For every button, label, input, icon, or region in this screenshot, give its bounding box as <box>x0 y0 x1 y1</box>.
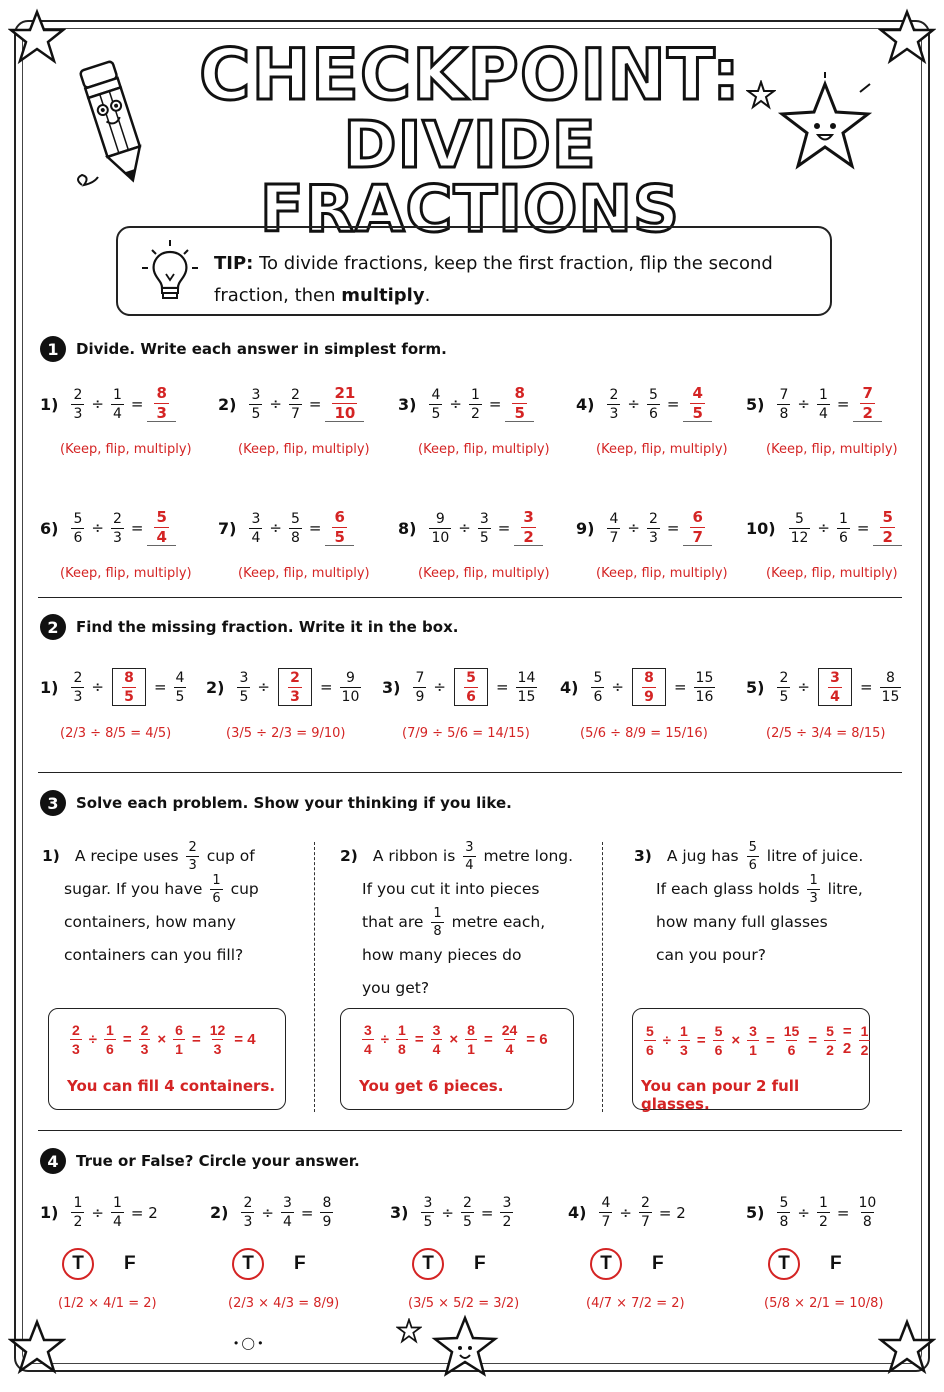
answer-box[interactable]: 8 9 <box>632 668 666 706</box>
divider <box>38 1130 902 1131</box>
hint-note: (Keep, flip, multiply) <box>60 442 192 457</box>
divider <box>38 772 902 773</box>
tip-box <box>116 226 832 316</box>
answer-box-2: $\frac{3}{4}$ ÷ $\frac{1}{8}$ = $\frac{3}{4}$ × $\frac{8}{1}$ = $\frac{24}{4}$ = 6 You get 6 pieces. <box>340 1008 574 1110</box>
divide-problem: 5) $\frac{7}{8}$ ÷ $\frac{1}{4}$ = $\frac{7}{2}$ <box>746 386 882 422</box>
divide-problem: 6) $\frac{5}{6}$ ÷ $\frac{2}{3}$ = $\frac{5}{4}$ <box>40 510 176 546</box>
divide-problem: 7) $\frac{3}{4}$ ÷ $\frac{5}{8}$ = $\frac{6}{5}$ <box>218 510 354 546</box>
section-4-heading: 4 True or False? Circle your answer. <box>40 1148 360 1174</box>
divide-problem: 10) $\frac{5}{12}$ ÷ $\frac{1}{6}$ = $\frac{5}{2}$ <box>746 510 902 546</box>
false-option[interactable]: F <box>474 1253 486 1274</box>
hint-note: (Keep, flip, multiply) <box>766 566 898 581</box>
check-note: (5/6 ÷ 8/9 = 15/16) <box>580 726 708 741</box>
true-false-problem: 4) $\frac{4}{7}$ ÷ $\frac{2}{7}$ = 2 <box>568 1195 686 1230</box>
true-option-circled[interactable]: T <box>768 1248 800 1280</box>
divide-problem: 4) $\frac{2}{3}$ ÷ $\frac{5}{6}$ = $\frac{4}{5}$ <box>576 386 712 422</box>
hint-note: (Keep, flip, multiply) <box>596 442 728 457</box>
check-note: (2/3 ÷ 8/5 = 4/5) <box>60 726 172 741</box>
true-false-choice <box>768 1248 842 1280</box>
section-3-heading: 3 Solve each problem. Show your thinking if you like. <box>40 790 512 816</box>
word-problem-3: 3) A jug has $\frac{5}{6}$ litre of juice. If each glass holds $\frac{1}{3}$ litre, how many full glasses can you pour? <box>634 840 864 964</box>
hint-note: (Keep, flip, multiply) <box>418 442 550 457</box>
false-option[interactable]: F <box>830 1253 842 1274</box>
divide-problem: 8) $\frac{9}{10}$ ÷ $\frac{3}{5}$ = $\frac{3}{2}$ <box>398 510 543 546</box>
true-false-choice <box>232 1248 306 1280</box>
true-false-problem: 3) $\frac{3}{5}$ ÷ $\frac{2}{5}$ = $\frac{3}{2}$ <box>390 1195 512 1230</box>
smiling-star-icon <box>420 1312 510 1382</box>
true-option-circled[interactable]: T <box>232 1248 264 1280</box>
true-false-choice <box>590 1248 664 1280</box>
hint-note: (Keep, flip, multiply) <box>418 566 550 581</box>
dashed-divider <box>314 842 315 1112</box>
star-icon <box>396 1318 422 1344</box>
answer-box[interactable]: 8 5 <box>112 668 146 706</box>
check-note: (3/5 ÷ 2/3 = 9/10) <box>226 726 346 741</box>
true-false-problem: 1) $\frac{1}{2}$ ÷ $\frac{1}{4}$ = 2 <box>40 1195 158 1230</box>
check-note: (5/8 × 2/1 = 10/8) <box>764 1296 884 1311</box>
tip-text: TIP: To divide fractions, keep the first fraction, flip the second fraction, then multiply. <box>214 253 773 306</box>
word-problem-1: 1) A recipe uses $\frac{2}{3}$ cup of sugar. If you have $\frac{1}{6}$ cup containers, how many containers can you fill? <box>42 840 259 964</box>
page-title: CHECKPOINT: DIVIDE FRACTIONS <box>199 34 741 247</box>
answer-box-1: $\frac{2}{3}$ ÷ $\frac{1}{6}$ = $\frac{2}{3}$ × $\frac{6}{1}$ = $\frac{12}{3}$ = 4 You can fill 4 containers. <box>48 1008 286 1110</box>
true-option-circled[interactable]: T <box>412 1248 444 1280</box>
star-icon <box>878 8 936 66</box>
star-icon <box>8 1318 66 1376</box>
check-note: (4/7 × 7/2 = 2) <box>586 1296 685 1311</box>
true-false-choice <box>62 1248 136 1280</box>
true-false-problem: 2) $\frac{2}{3}$ ÷ $\frac{3}{4}$ = $\frac{8}{9}$ <box>210 1195 332 1230</box>
true-option-circled[interactable]: T <box>62 1248 94 1280</box>
divider <box>38 597 902 598</box>
hint-note: (Keep, flip, multiply) <box>60 566 192 581</box>
divide-problem: 1) $\frac{2}{3}$ ÷ $\frac{1}{4}$ = $\frac{8}{3}$ <box>40 386 176 422</box>
decorative-dots: • ◯ • <box>234 1336 263 1350</box>
divide-problem: 2) $\frac{3}{5}$ ÷ $\frac{2}{7}$ = $\frac{21}{10}$ <box>218 386 364 422</box>
hint-note: (Keep, flip, multiply) <box>238 566 370 581</box>
missing-fraction-problem: 3) $\frac{7}{9}$ ÷ 5 6 = $\frac{14}{15}$ <box>382 669 536 705</box>
missing-fraction-problem: 4) $\frac{5}{6}$ ÷ 8 9 = $\frac{15}{16}$ <box>560 669 714 705</box>
section-2-heading: 2 Find the missing fraction. Write it in the box. <box>40 614 458 640</box>
false-option[interactable]: F <box>652 1253 664 1274</box>
true-option-circled[interactable]: T <box>590 1248 622 1280</box>
divide-problem: 3) $\frac{4}{5}$ ÷ $\frac{1}{2}$ = $\frac{8}{5}$ <box>398 386 534 422</box>
hint-note: (Keep, flip, multiply) <box>766 442 898 457</box>
answer-box[interactable]: 3 4 <box>818 668 852 706</box>
check-note: (2/5 ÷ 3/4 = 8/15) <box>766 726 886 741</box>
word-problem-2: 2) A ribbon is $\frac{3}{4}$ metre long. If you cut it into pieces that are $\frac{1}{8}$ metre each, how many pieces do you get? <box>340 840 574 997</box>
check-note: (1/2 × 4/1 = 2) <box>58 1296 157 1311</box>
star-icon <box>8 8 66 66</box>
divide-problem: 9) $\frac{4}{7}$ ÷ $\frac{2}{3}$ = $\frac{6}{7}$ <box>576 510 712 546</box>
false-option[interactable]: F <box>294 1253 306 1274</box>
check-note: (7/9 ÷ 5/6 = 14/15) <box>402 726 530 741</box>
answer-box-3: $\frac{5}{6}$ ÷ $\frac{1}{3}$ = $\frac{5}{6}$ × $\frac{3}{1}$ = $\frac{15}{6}$ = $\frac{5}{2}$ = 2 1 2 You can pour 2 full glasses. <box>632 1008 870 1110</box>
answer-box[interactable]: 5 6 <box>454 668 488 706</box>
pencil-icon <box>70 55 160 195</box>
missing-fraction-problem: 5) $\frac{2}{5}$ ÷ 3 4 = $\frac{8}{15}$ <box>746 669 900 705</box>
true-false-problem: 5) $\frac{5}{8}$ ÷ $\frac{1}{2}$ = $\frac{10}{8}$ <box>746 1195 877 1230</box>
lightbulb-icon <box>140 238 200 308</box>
section-1-heading: 1 Divide. Write each answer in simplest form. <box>40 336 447 362</box>
check-note: (2/3 × 4/3 = 8/9) <box>228 1296 340 1311</box>
star-icon <box>878 1318 936 1376</box>
dashed-divider <box>602 842 603 1112</box>
hint-note: (Keep, flip, multiply) <box>596 566 728 581</box>
check-note: (3/5 × 5/2 = 3/2) <box>408 1296 520 1311</box>
true-false-choice <box>412 1248 486 1280</box>
hint-note: (Keep, flip, multiply) <box>238 442 370 457</box>
answer-box[interactable]: 2 3 <box>278 668 312 706</box>
missing-fraction-problem: 2) $\frac{3}{5}$ ÷ 2 3 = $\frac{9}{10}$ <box>206 669 360 705</box>
false-option[interactable]: F <box>124 1253 136 1274</box>
missing-fraction-problem: 1) $\frac{2}{3}$ ÷ 8 5 = $\frac{4}{5}$ <box>40 669 185 705</box>
